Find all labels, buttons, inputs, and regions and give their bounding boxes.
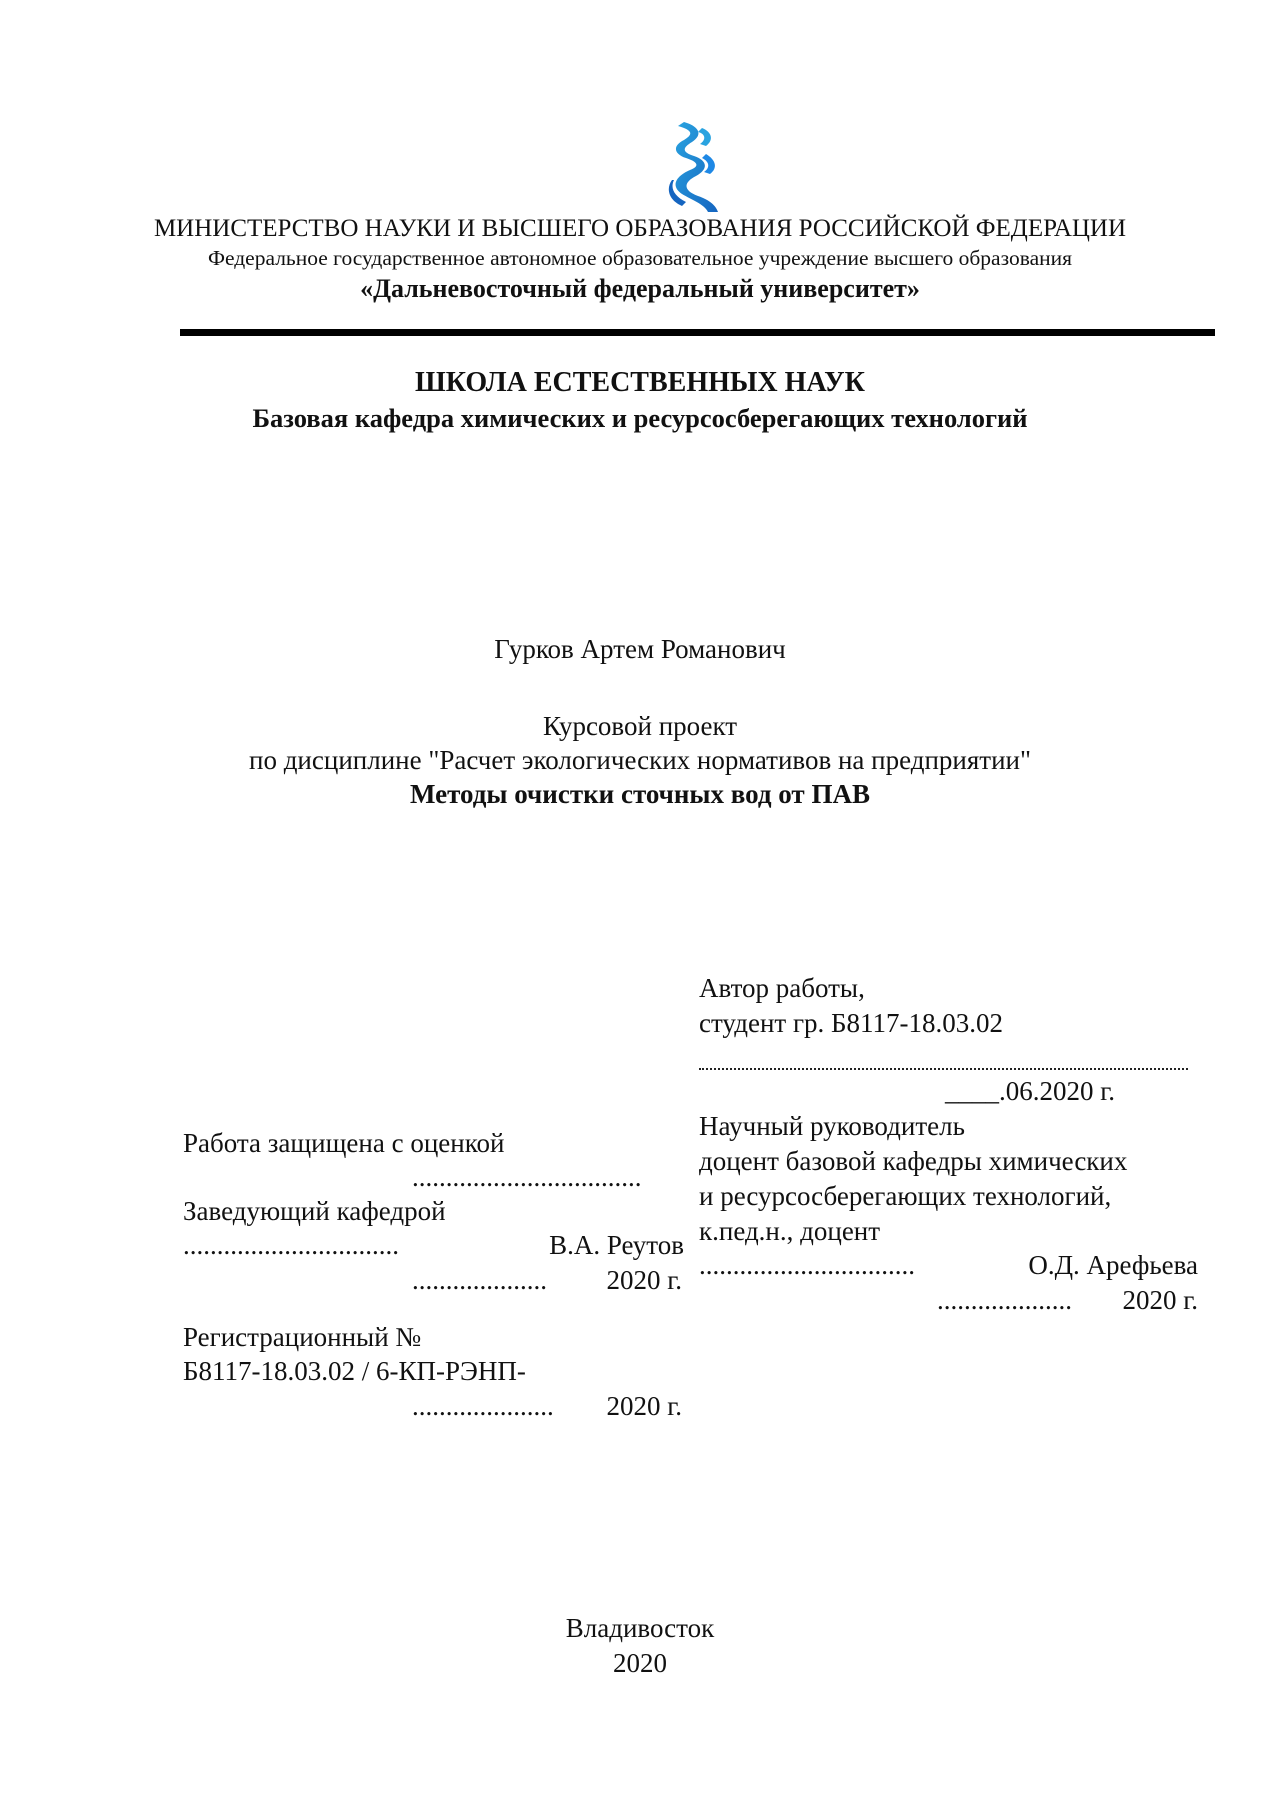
head-of-department-name: В.А. Реутов bbox=[549, 1230, 684, 1260]
defense-label: Работа защищена с оценкой bbox=[183, 1128, 505, 1158]
work-kind: Курсовой проект bbox=[542, 711, 738, 741]
defense-date-dots: .................... bbox=[412, 1265, 547, 1295]
supervisor-position-3: к.пед.н., доцент bbox=[699, 1216, 881, 1246]
school-name: ШКОЛА ЕСТЕСТВЕННЫХ НАУК bbox=[415, 367, 865, 398]
supervisor-position-1: доцент базовой кафедры химических bbox=[699, 1146, 1128, 1176]
supervisor-signature-dots: ................................ bbox=[699, 1250, 915, 1280]
head-signature-dots: ................................ bbox=[183, 1230, 399, 1260]
supervisor-date-dots: .................... bbox=[937, 1285, 1072, 1315]
work-topic: Методы очистки сточных вод от ПАВ bbox=[410, 779, 870, 809]
institution-type: Федеральное государственное автономное образовательное учреждение высшего образования bbox=[207, 246, 1073, 270]
supervisor-label: Научный руководитель bbox=[699, 1111, 965, 1141]
defense-date-year: 2020 г. bbox=[606, 1265, 682, 1295]
university-name: «Дальневосточный федеральный университет» bbox=[360, 274, 920, 303]
supervisor-date-year: 2020 г. bbox=[1122, 1285, 1198, 1315]
author-signature-line bbox=[699, 1068, 1188, 1070]
defense-grade-dots: .................................. bbox=[412, 1162, 642, 1192]
registration-label: Регистрационный № bbox=[183, 1322, 422, 1352]
department-name: Базовая кафедра химических и ресурсосберегающих технологий bbox=[252, 403, 1028, 433]
head-of-department-label: Заведующий кафедрой bbox=[183, 1196, 446, 1226]
supervisor-name: О.Д. Арефьева bbox=[1028, 1250, 1198, 1280]
registration-number: Б8117-18.03.02 / 6-КП-РЭНП- bbox=[183, 1356, 526, 1386]
supervisor-position-2: и ресурсосберегающих технологий, bbox=[699, 1181, 1112, 1211]
author-label: Автор работы, bbox=[699, 973, 865, 1003]
registration-date-year: 2020 г. bbox=[606, 1391, 682, 1421]
year: 2020 bbox=[613, 1648, 667, 1678]
header-divider bbox=[180, 329, 1215, 336]
discipline-line: по дисциплине "Расчет экологических нормативов на предприятии" bbox=[249, 745, 1031, 775]
author-date: ____.06.2020 г. bbox=[945, 1076, 1116, 1106]
ministry-title: МИНИСТЕРСТВО НАУКИ И ВЫСШЕГО ОБРАЗОВАНИЯ РОССИЙСКОЙ ФЕДЕРАЦИИ bbox=[153, 215, 1127, 242]
author-group: студент гр. Б8117-18.03.02 bbox=[699, 1008, 1004, 1038]
dna-helix-logo-icon bbox=[668, 120, 722, 212]
registration-date-dots: ..................... bbox=[412, 1391, 554, 1421]
city: Владивосток bbox=[565, 1613, 715, 1643]
author-full-name: Гурков Артем Романович bbox=[494, 634, 786, 664]
